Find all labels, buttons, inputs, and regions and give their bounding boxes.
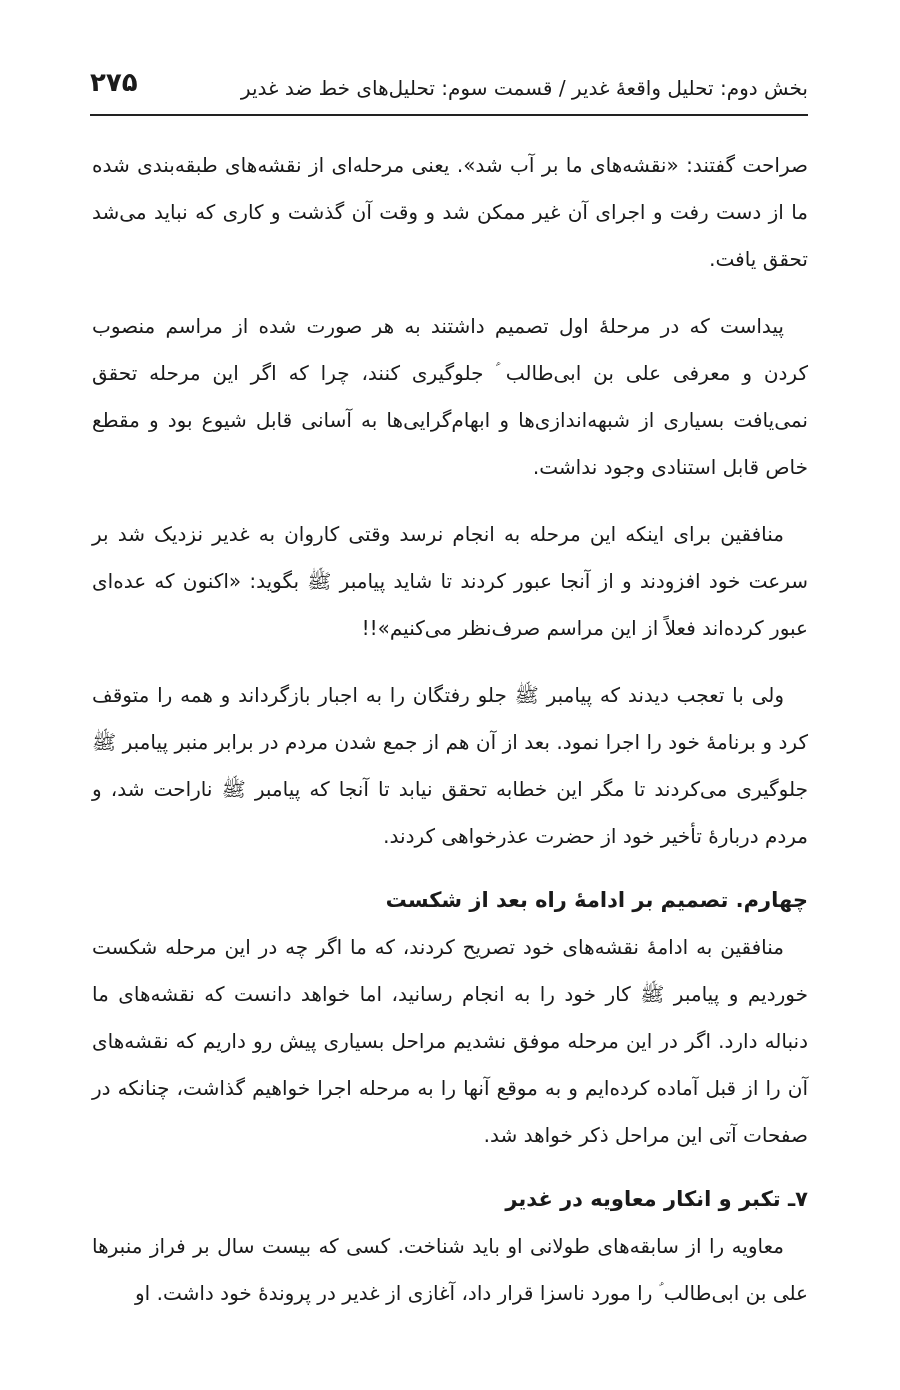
page-number: ۲۷۵: [90, 68, 138, 98]
running-header: [90, 66, 808, 116]
section-heading-7: ۷ـ تکبر و انکار معاویه در غدیر: [505, 1187, 808, 1211]
body-text: [92, 142, 808, 1337]
running-title: بخش دوم: تحلیل واقعهٔ غدیر / قسمت سوم: تحلیل‌های خط ضد غدیر: [240, 76, 808, 100]
paragraph-3: منافقین برای اینکه این مرحله به انجام نرسد وقتی کاروان به غدیر نزدیک شد بر سرعت خود افزودند و از آنجا عبور کردند تا شاید پیامبر ﷺ بگوید: «اکنون که عده‌ای عبور کرده‌اند فعلاً از این مراسم صرف‌نظر می‌کنیم»!!: [92, 522, 808, 640]
section-4-paragraph: منافقین به ادامهٔ نقشه‌های خود تصریح کردند، که ما اگر چه در این مرحله شکست خوردیم و پیامبر ﷺ کار خود را به انجام رسانید، اما خواهد دانست که نقشه‌های ما دنباله دارد. اگر در این مرحله موفق نشدیم مراحل بسیاری پیش رو داریم که نقشه‌های آن را از قبل آماده کرده‌ایم و به موقع آنها را به مرحله اجرا خواهیم گذاشت، چنانکه در صفحات آتی این مراحل ذکر خواهد شد.: [92, 935, 808, 1147]
paragraph-2: پیداست که در مرحلهٔ اول تصمیم داشتند به هر صورت شده از مراسم منصوب کردن و معرفی علی بن ابی‌طالب ؑ جلوگیری کنند، چرا که اگر این مرحله تحقق نمی‌یافت بسیاری از شبهه‌اندازی‌ها و ابهام‌گرایی‌ها به آسانی قابل شیوع بود و مقطع خاص قابل استنادی وجود نداشت.: [92, 314, 808, 479]
section-heading-4: چهارم. تصمیم بر ادامهٔ راه بعد از شکست: [385, 888, 808, 912]
paragraph-4: ولی با تعجب دیدند که پیامبر ﷺ جلو رفتگان را به اجبار بازگرداند و همه را متوقف کرد و برنامهٔ خود را اجرا نمود. بعد از آن هم از جمع شدن مردم در برابر منبر پیامبر ﷺ جلوگیری می‌کردند تا مگر این خطابه تحقق نیابد تا آنجا که پیامبر ﷺ ناراحت شد، و مردم دربارهٔ تأخیر خود از حضرت عذرخواهی کردند.: [92, 683, 808, 848]
paragraph-1: صراحت گفتند: «نقشه‌های ما بر آب شد». یعنی مرحله‌ای از نقشه‌های طبقه‌بندی شده ما از دست رفت و اجرای آن غیر ممکن شد و وقت آن گذشت و کاری که نباید می‌شد تحقق یافت.: [92, 153, 808, 271]
section-7-paragraph: معاویه را از سابقه‌های طولانی او باید شناخت. کسی که بیست سال بر فراز منبرها علی بن ابی‌طالب ؑ را مورد ناسزا قرار داد، آغازی از غدیر در پروندهٔ خود داشت. او: [92, 1234, 808, 1305]
